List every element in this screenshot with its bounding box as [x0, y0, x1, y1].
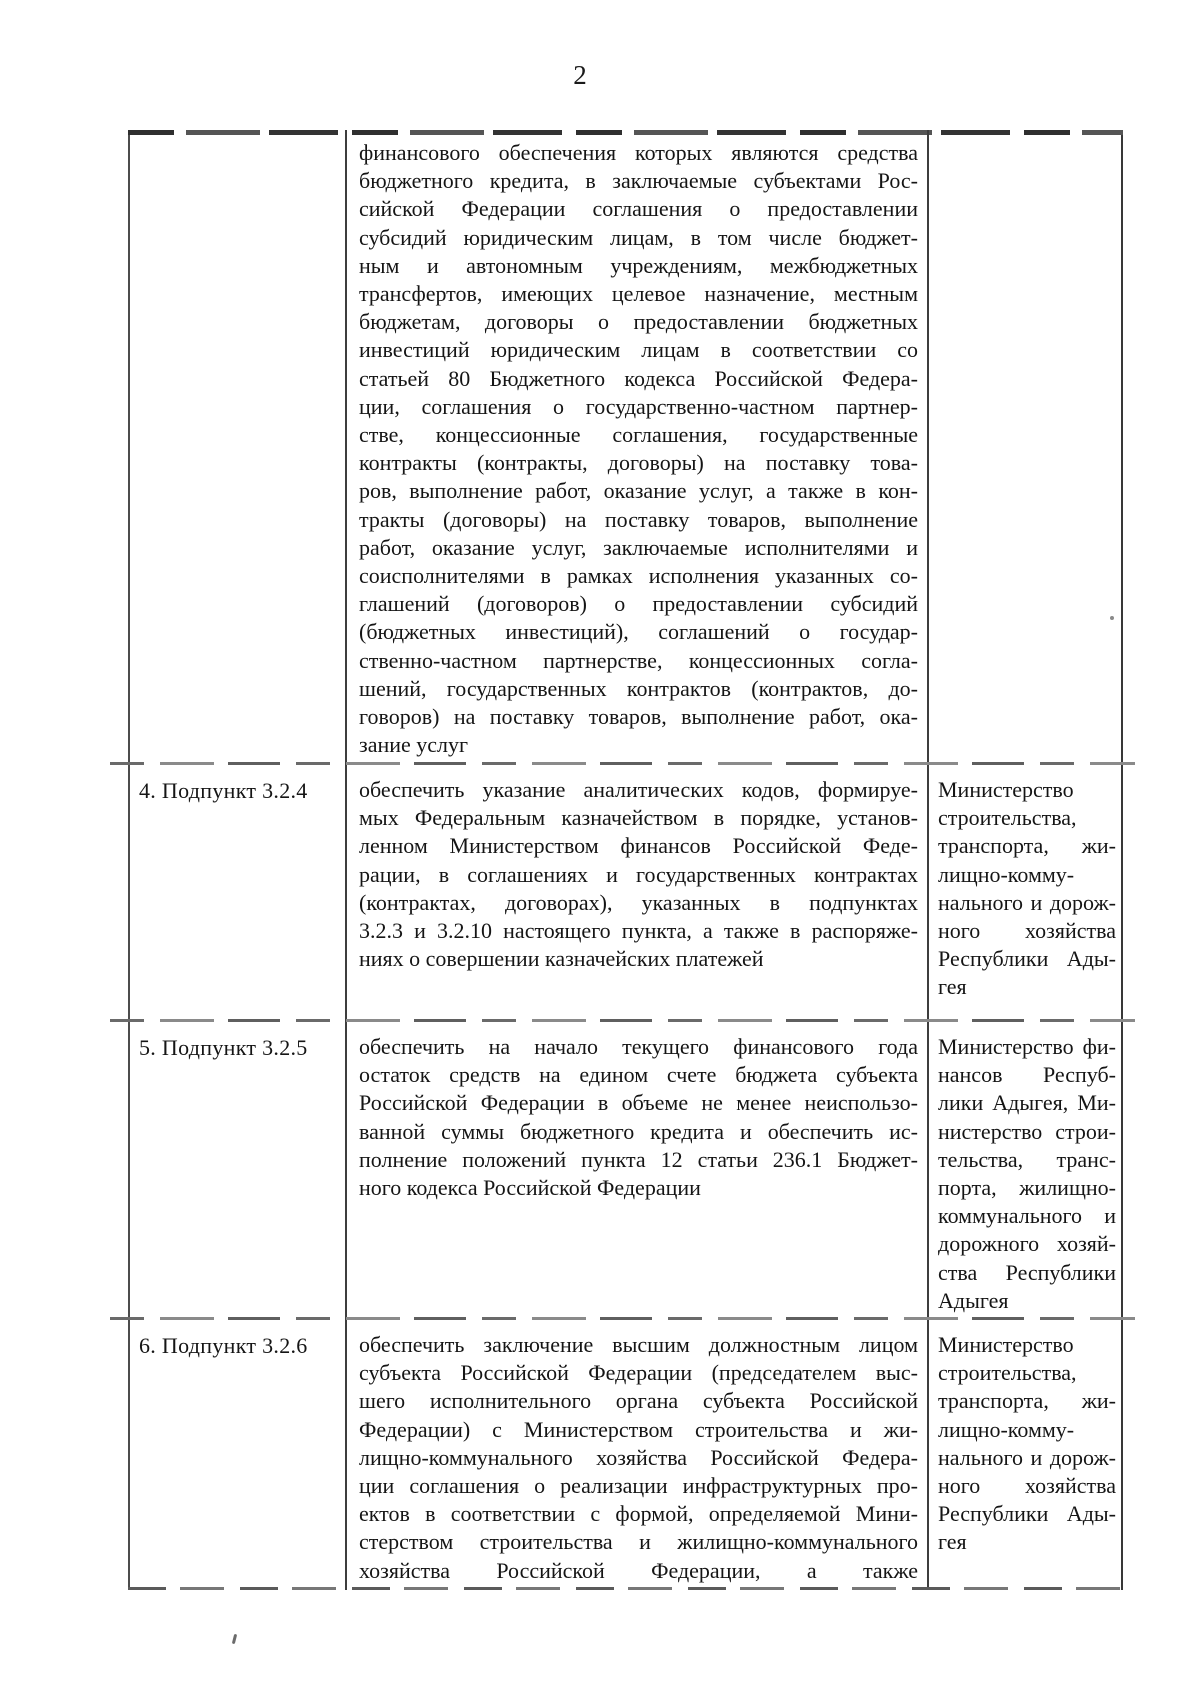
- row-responsible-cell: [929, 763, 1121, 1020]
- row-body-text: обеспечить заключение высшим должностным лицом субъекта Российской Федерации (председателем выс- шего исполнительного органа субъекта Российской Федерации) с Министерством строительства и жи- лищно-коммунального хозяйства Российской Федера- ции соглашения о реализации инфраструктурных про- ектов в соответствии с формой, определяемой Мини- стерством строительства и жилищно-коммунального хозяйства Российской Федерации, а также: [359, 1332, 918, 1583]
- table-row: [130, 1020, 1121, 1318]
- row-responsible-cell: [929, 130, 1121, 763]
- row-body-cell: [347, 763, 929, 1020]
- row-body-cell: [347, 1020, 929, 1318]
- row-body-text: обеспечить указание аналитических кодов, формируе- мых Федеральным казначейством в порядке, установ- ленном Министерством финансов Российской Феде- рации, в соглашениях и государственных контрактах (контрактах, договорах), указанных в подпунктах 3.2.3 и 3.2.10 настоящего пункта, а также в распоряже- ниях о совершении казначейских платежей: [359, 777, 918, 972]
- row-label: 6. Подпункт 3.2.6: [139, 1333, 308, 1358]
- row-label: 5. Подпункт 3.2.5: [139, 1035, 308, 1060]
- table-row-continuation: [130, 130, 1121, 763]
- row-body-cell: [347, 130, 929, 763]
- row-responsible-cell: [929, 1318, 1121, 1590]
- row-responsible-text: Министерство строительства, транспорта, жи- лищно-комму- нального и дорож- ного хозяйства Республики Ады- гея: [938, 1332, 1116, 1555]
- row-body-text: обеспечить на начало текущего финансового года остаток средств на едином счете бюджета субъекта Российской Федерации в объеме не менее неиспользо- ванной суммы бюджетного кредита и обеспечить ис- полнение положений пункта 12 статьи 236.1 Бюджет- ного кодекса Российской Федерации: [359, 1034, 918, 1201]
- row-label: 4. Подпункт 3.2.4: [139, 778, 308, 803]
- document-table: [128, 130, 1123, 1590]
- row-responsible-cell: [929, 1020, 1121, 1318]
- row-responsible-text: Министерство фи- нансов Респуб- лики Адыгея, Ми- нистерство строи- тельства, транс- порта, жилищно- коммунального и дорожного хозяй- ства Республики Адыгея: [938, 1034, 1116, 1313]
- row-label-cell: [130, 763, 347, 1020]
- scan-artifact-dot: [1110, 616, 1114, 620]
- row-label-cell: [130, 1020, 347, 1318]
- row-body-text: финансового обеспечения которых являются средства бюджетного кредита, в заключаемые субъектами Рос- сийской Федерации соглашения о предоставлении субсидий юридическим лицам, в том числе бюджет- ным и автономным учреждениям, межбюджетных трансфертов, имеющих целевое назначение, местным бюджетам, договоры о предоставлении бюджетных инвестиций юридическим лицам в соответствии со статьей 80 Бюджетного кодекса Российской Федера- ции, соглашения о государственно-частном партнер- стве, концессионные соглашения, государственные контракты (контракты, договоры) на поставку това- ров, выполнение работ, оказание услуг, а также в кон- тракты (договоры) на поставку товаров, выполнение работ, оказание услуг, заключаемые исполнителями и соисполнителями в рамках исполнения указанных со- глашений (договоров) о предоставлении субсидий (бюджетных инвестиций), соглашений о государ- ственно-частном партнерстве, концессионных согла- шений, государственных контрактов (контрактов, до- говоров) на поставку товаров, выполнение работ, ока- зание услуг: [359, 140, 918, 758]
- row-label-cell: [130, 130, 347, 763]
- scan-artifact-tick: [232, 1634, 237, 1644]
- table-row: [130, 1318, 1121, 1590]
- table-row: [130, 763, 1121, 1020]
- row-responsible-text: Министерство строительства, транспорта, жи- лищно-комму- нального и дорож- ного хозяйства Республики Ады- гея: [938, 777, 1116, 1000]
- row-body-cell: [347, 1318, 929, 1590]
- row-label-cell: [130, 1318, 347, 1590]
- page-number: 2: [573, 60, 587, 90]
